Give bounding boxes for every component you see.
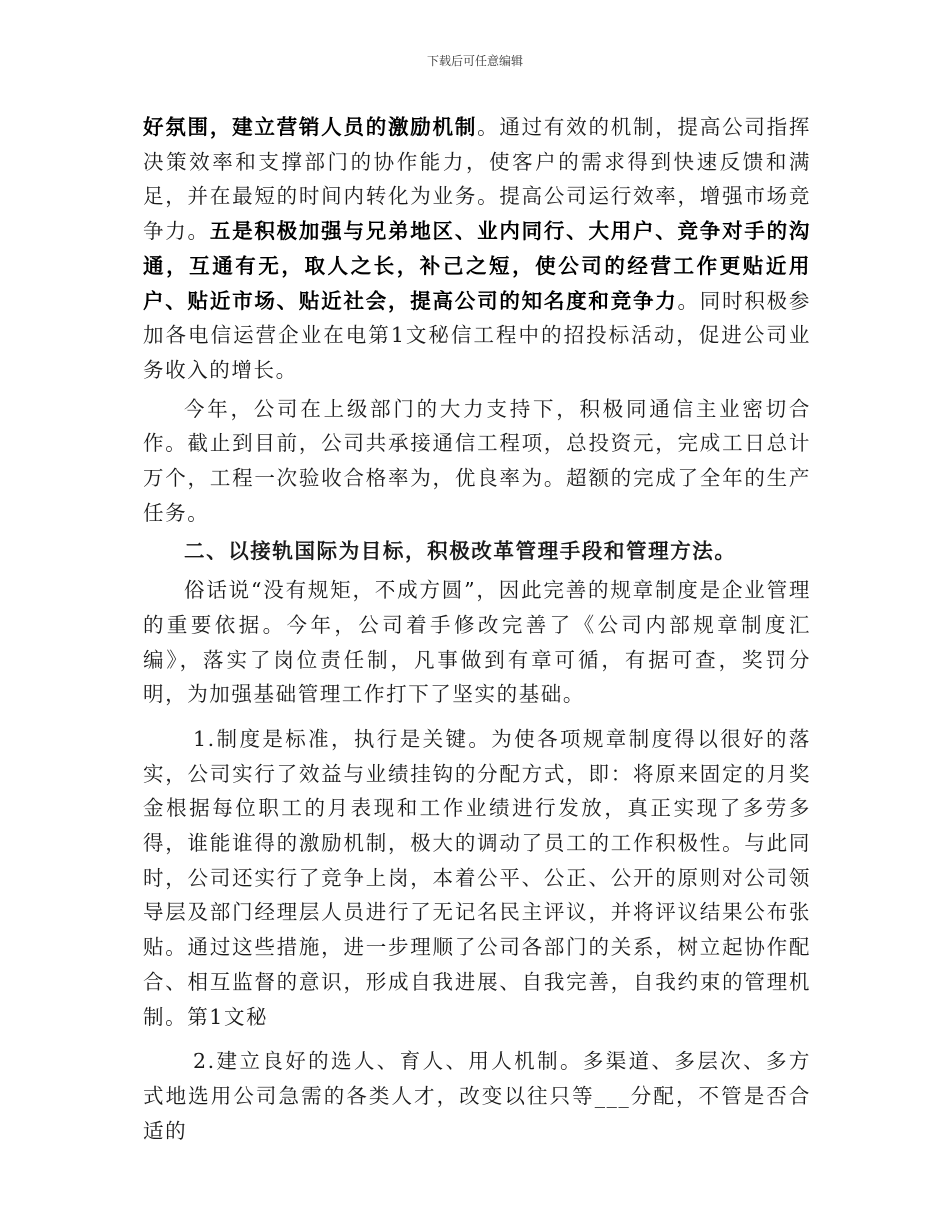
paragraph-item-2: 2.建立良好的选人、育人、用人机制。多渠道、多层次、多方式地选用公司急需的各类人才，改变以往只等___分配，不管是否合适的 — [143, 1049, 811, 1143]
bold-phrase-incentive: 好氛围，建立营销人员的激励机制 — [143, 115, 478, 139]
paragraph-item-1: 1.制度是标准，执行是关键。为使各项规章制度得以很好的落实，公司实行了效益与业绩挂钩的分配方式，即：将原来固定的月奖金根据每位职工的月表现和工作业绩进行发放，真正实现了多劳多得，谁能谁得的激励机制，极大的调动了员工的工作积极性。与此同时，公司还实行了竞争上岗，本着公平、公正、公开的原则对公司领导层及部门经理层人员进行了无记名民主评议，并将评议结果公布张贴。通过这些措施，进一步理顺了公司各部门的关系，树立起协作配合、相互监督的意识，形成自我进展、自我完善，自我约束的管理机制。第1文秘 — [143, 726, 811, 1029]
paragraph-text-bidding: 。同时积极参加各电信运营企业在电第1文秘信工程中的招投标活动，促进公司业务收入的增长。 — [143, 288, 811, 382]
page-header-note: 下载后可任意编辑 — [426, 54, 523, 68]
document-body — [143, 110, 811, 1148]
paragraph-text-efficiency: 。通过有效的机制，提高公司指挥决策效率和支撑部门的协作能力，使客户的需求得到快速反馈和满足，并在最短的时间内转化为业务。提高公司运行效率，增强市场竞争力。 — [143, 115, 812, 244]
paragraph-this-year: 今年，公司在上级部门的大力支持下，积极同通信主业密切合作。截止到目前，公司共承接通信工程项，总投资元，完成工日总计万个，工程一次验收合格率为，优良率为。超额的完成了全年的生产任务。 — [143, 396, 811, 525]
paragraph-rules: 俗话说“没有规矩，不成方圆”，因此完善的规章制度是企业管理的重要依据。今年，公司着手修改完善了《公司内部规章制度汇编》，落实了岗位责任制，凡事做到有章可循，有据可查，奖罚分明，为加强基础管理工作打下了坚实的基础。 — [143, 578, 811, 707]
bold-phrase-communication: 五是积极加强与兄弟地区、业内同行、大用户、竞争对手的沟通，互通有无，取人之长，补己之短，使公司的经营工作更贴近用户、贴近市场、贴近社会，提高公司的知名度和竞争力 — [143, 219, 811, 313]
paragraph-incentive-mechanism — [143, 110, 811, 388]
section-heading-2: 二、以接轨国际为目标，积极改革管理手段和管理方法。 — [184, 539, 737, 564]
